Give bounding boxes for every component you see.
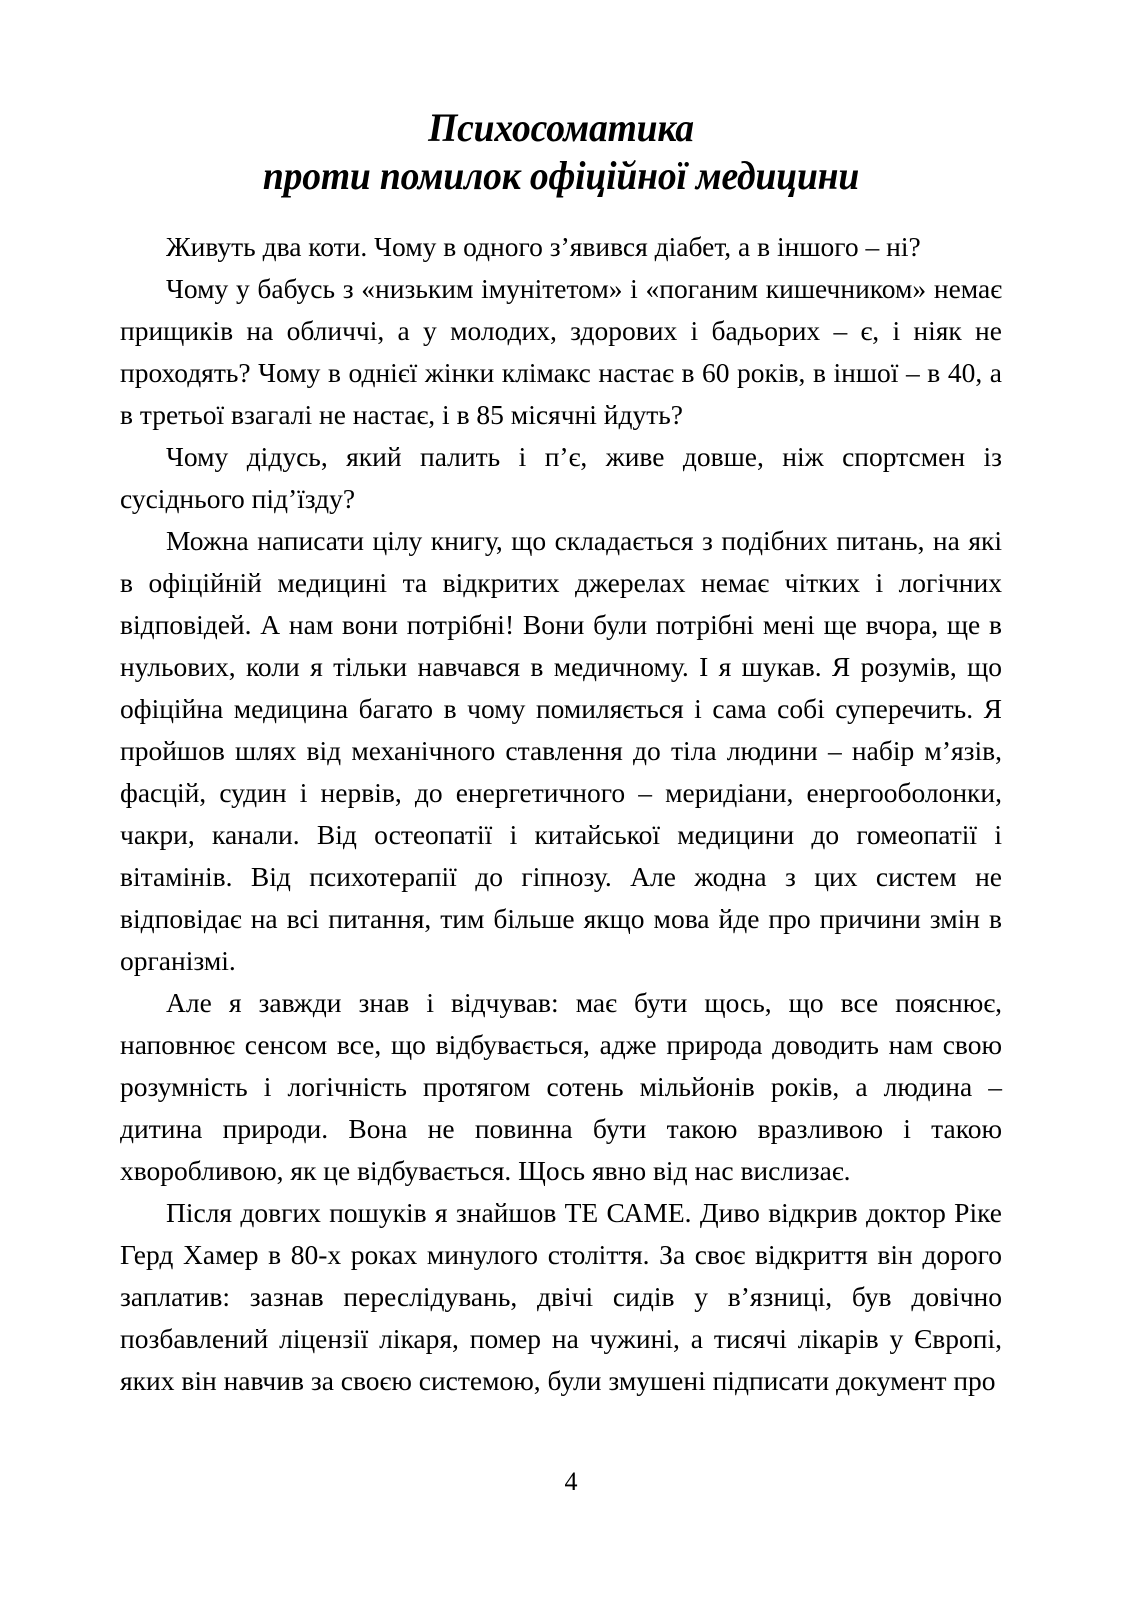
- paragraph: Але я завжди знав і відчував: має бути щось, що все пояснює, наповнює сенсом все, що відбувається, адже природа доводить нам свою розумність і логічність протягом сотень мільйонів років, а людина – дитина природи. Вона не повинна бути такою вразливою і такою хворобливою, як це відбувається. Щось явно від нас вислизає.: [120, 987, 1002, 1186]
- title-line-1: Психосоматика: [428, 105, 694, 150]
- page-number: 4: [564, 1467, 578, 1496]
- paragraph: Чому у бабусь з «низьким імунітетом» і «поганим кишечником» немає прищиків на обличчі, а у молодих, здорових і бадьорих – є, і ніяк не проходять? Чому в однієї жінки клімакс настає в 60 років, в іншої – в 40, а в третьої взагалі не настає, і в 85 місячні йдуть?: [120, 273, 1002, 430]
- body-text: [120, 226, 1002, 1402]
- paragraph: Живуть два коти. Чому в одного з’явився діабет, а в іншого – ні?: [166, 231, 921, 262]
- paragraph: Можна написати цілу книгу, що складається з подібних питань, на які в офіційній медицині та відкритих джерелах немає чітких і логічних відповідей. А нам вони потрібні! Вони були потрібні мені ще вчора, ще в нульових, коли я тільки навчався в медичному. І я шукав. Я розумів, що офіційна медицина багато в чому помиляється і сама собі суперечить. Я пройшов шлях від механічного ставлення до тіла людини – набір м’язів, фасцій, судин і нервів, до енергетичного – меридіани, енергооболонки, чакри, канали. Від остеопатії і китайської медицини до гомеопатії і вітамінів. Від психотерапії до гіпнозу. Але жодна з цих систем не відповідає на всі питання, тим більше якщо мова йде про причини змін в організмі.: [120, 525, 1002, 976]
- paragraph: Після довгих пошуків я знайшов ТЕ САМЕ. Диво відкрив доктор Ріке Герд Хамер в 80-х роках минулого століття. За своє відкриття він дорого заплатив: зазнав переслідувань, двічі сидів у в’язниці, був довічно позбавлений ліцензії лікаря, помер на чужині, а тисячі лікарів у Європі, яких він навчив за своєю системою, були змушені підписати документ про: [120, 1197, 1002, 1396]
- page-title: [120, 0, 1002, 200]
- title-line-2: проти помилок офіційної медицини: [262, 153, 860, 198]
- page-content: [120, 0, 1002, 1402]
- paragraph: Чому дідусь, який палить і п’є, живе довше, ніж спортсмен із сусіднього під’їзду?: [120, 441, 1002, 514]
